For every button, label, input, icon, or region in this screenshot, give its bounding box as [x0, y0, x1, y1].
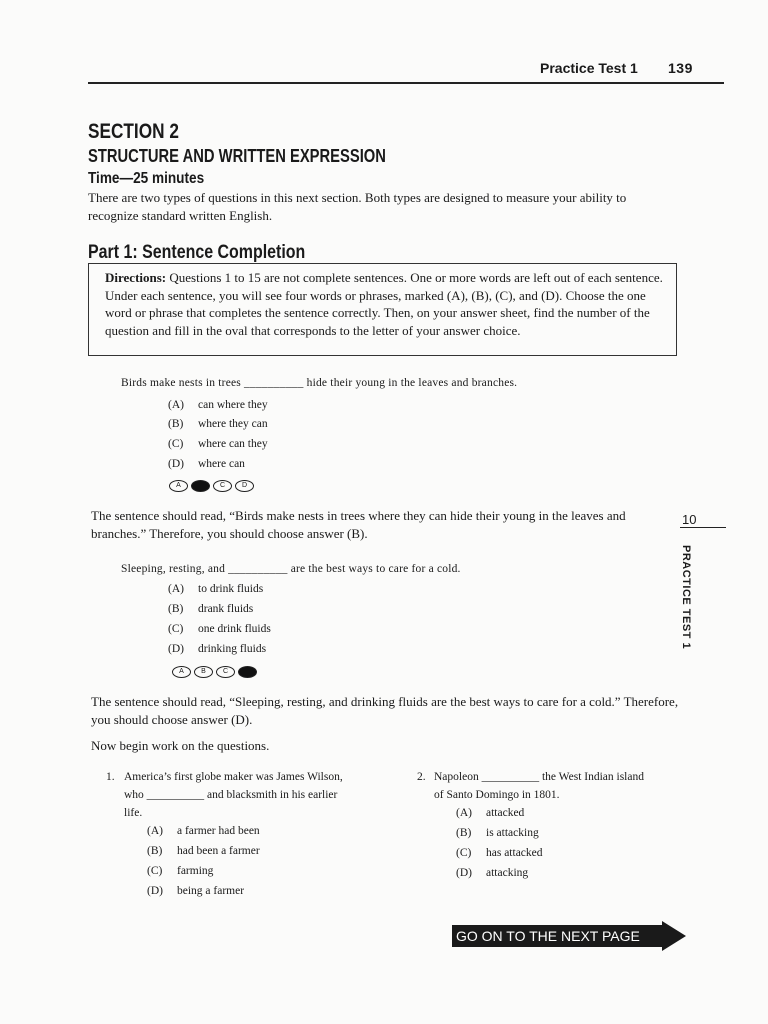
- question-2-option-d: (D) attacking: [456, 867, 529, 879]
- question-1-option-c: (C) farming: [147, 865, 214, 877]
- question-1-option-b: (B) had been a farmer: [147, 845, 260, 857]
- begin-instruction: Now begin work on the questions.: [91, 738, 270, 753]
- example1-question: Birds make nests in trees __________ hide their young in the leaves and branches.: [121, 377, 518, 389]
- running-header-title: Practice Test 1: [540, 60, 638, 76]
- header-rule: [88, 82, 724, 84]
- example2-option-b: (B) drank fluids: [168, 603, 254, 615]
- question-1-option-a: (A) a farmer had been: [147, 825, 260, 837]
- directions-text: Questions 1 to 15 are not complete sentences. One or more words are left out of each sentence. Under each sentence, you will see four words or phrases, marked (A), (B), (C), and (D). Choose the one word or phrase that completes the sentence correctly. Then, on your answer sheet, find the number of the question and fill in the oval that corresponds to the letter of your answer choice.: [105, 270, 663, 338]
- question-2-number: 2.: [417, 771, 426, 783]
- next-page-label: GO ON TO THE NEXT PAGE: [452, 925, 664, 947]
- answer-oval-b: B: [194, 666, 213, 678]
- answer-oval-c: C: [213, 480, 232, 492]
- question-1-line-3: life.: [124, 807, 143, 819]
- next-page-arrow: [452, 921, 688, 953]
- example2-option-d: (D) drinking fluids: [168, 643, 267, 655]
- example2-answer-ovals: [172, 666, 257, 678]
- answer-oval-b-filled: [191, 480, 210, 492]
- arrow-head-icon: [662, 921, 686, 951]
- section-subheading: STRUCTURE AND WRITTEN EXPRESSION: [88, 146, 386, 166]
- section-intro: There are two types of questions in this next section. Both types are designed to measure your ability to recognize standard written English.: [88, 190, 627, 223]
- side-tab-rule: [680, 527, 726, 528]
- example2-question: Sleeping, resting, and __________ are the best ways to care for a cold.: [121, 563, 461, 575]
- answer-oval-d-filled: [238, 666, 257, 678]
- answer-oval-a: A: [172, 666, 191, 678]
- question-1-option-d: (D) being a farmer: [147, 885, 245, 897]
- directions-label: Directions:: [105, 270, 167, 285]
- question-1-line-2: who __________ and blacksmith in his earlier: [124, 789, 338, 801]
- section-heading: SECTION 2: [88, 120, 179, 143]
- example1-explanation: The sentence should read, “Birds make nests in trees where they can hide their young in the leaves and branches.” Therefore, you should choose answer (B).: [91, 508, 626, 541]
- answer-oval-c: C: [216, 666, 235, 678]
- page-number: 139: [668, 60, 693, 76]
- example1-option-b: (B) where they can: [168, 418, 268, 430]
- question-2-option-c: (C) has attacked: [456, 847, 543, 859]
- example2-explanation: The sentence should read, “Sleeping, resting, and drinking fluids are the best ways to care for a cold.” Therefore, you should choose answer (D).: [91, 694, 679, 727]
- example1-option-c: (C) where can they: [168, 438, 268, 450]
- answer-oval-a: A: [169, 480, 188, 492]
- example2-option-a: (A) to drink fluids: [168, 583, 264, 595]
- section-time: Time—25 minutes: [88, 170, 205, 187]
- question-2-option-a: (A) attacked: [456, 807, 525, 819]
- side-tab-number: 10: [682, 512, 697, 527]
- directions-box: [88, 263, 677, 356]
- example1-option-d: (D) where can: [168, 458, 245, 470]
- question-2-line-1: Napoleon __________ the West Indian island: [434, 771, 644, 783]
- question-2-line-2: of Santo Domingo in 1801.: [434, 789, 560, 801]
- question-1-line-1: America’s first globe maker was James Wilson,: [124, 771, 343, 783]
- example1-answer-ovals: [169, 480, 254, 492]
- side-tab-label: PRACTICE TEST 1: [680, 545, 692, 650]
- example1-option-a: (A) can where they: [168, 399, 268, 411]
- part-heading: Part 1: Sentence Completion: [88, 242, 306, 263]
- example2-option-c: (C) one drink fluids: [168, 623, 271, 635]
- answer-oval-d: D: [235, 480, 254, 492]
- question-1-number: 1.: [106, 771, 115, 783]
- question-2-option-b: (B) is attacking: [456, 827, 539, 839]
